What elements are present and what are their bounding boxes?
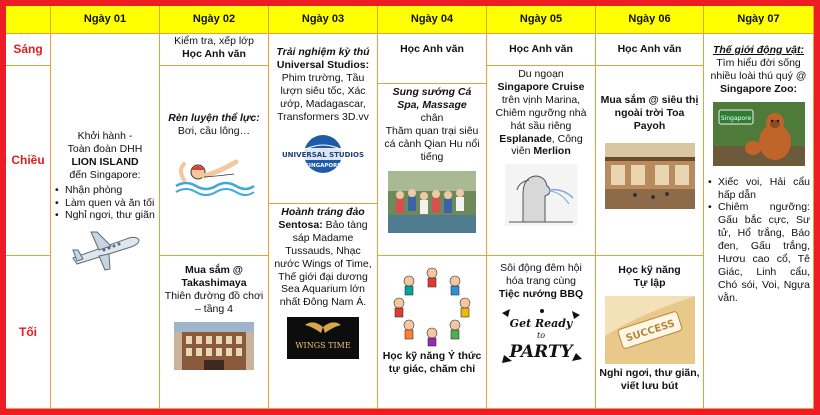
day2-evening xyxy=(160,256,269,409)
universal-logo-sub: SINGAPORE xyxy=(304,163,342,170)
day3-block2-text: Bảo tàng sáp Madame Tussauds, Nhạc nước Wings of Time, Thế giới đại dương Sea Aquarium lớn nhất Đông Nam Á. xyxy=(274,218,372,309)
day6-afternoon xyxy=(596,66,704,256)
day2-morning-line2: Học Anh văn xyxy=(182,47,246,60)
period-morning: Sáng xyxy=(6,34,51,66)
day1-item-dinner: • Làm quen và ăn tối xyxy=(65,197,156,210)
zoo-orangutan-photo-icon xyxy=(713,102,805,166)
day4-afternoon-text: Thăm quan trại siêu cá cảnh Qian Hu nổi tiếng xyxy=(384,124,480,163)
day2-evening-title1: Mua sắm @ xyxy=(184,264,244,276)
wings-of-time-logo xyxy=(287,317,359,359)
universal-logo-text: UNIVERSAL STUDIOS xyxy=(281,151,365,160)
universal-studios-logo xyxy=(281,133,365,175)
day6-evening-title1: Học kỹ năng xyxy=(618,264,681,276)
day1-cell xyxy=(51,34,160,409)
day7-item-animals: • Chiêm ngưỡng: Gấu bắc cực, Sư tử, Hổ trắng, Báo đen, Gấu trắng, Hươu cao cổ, Tê Giác, Linh cẩu, Chó sói, Voi, Ngựa vằn. xyxy=(718,201,810,304)
day1-item-rest: • Nghỉ ngơi, thư giãn xyxy=(65,209,156,222)
children-circle-icon xyxy=(389,263,475,347)
day1-list xyxy=(54,184,156,223)
day7-list xyxy=(707,176,810,305)
day5-evening-bbq: Tiệc nướng BBQ xyxy=(498,287,584,300)
day2-morning xyxy=(160,34,269,66)
header-corner xyxy=(6,6,51,34)
day5-afternoon-text: trên vịnh Marina, Chiêm ngưỡng nhà hát sầu riêng xyxy=(495,93,587,132)
day6-evening xyxy=(596,256,704,409)
day6-afternoon-text: Mua sắm @ siêu thị ngoài trời Toa Payoh xyxy=(600,94,699,132)
day1-intro-3: đến Singapore: xyxy=(69,168,141,181)
day1-company: LION ISLAND xyxy=(71,155,139,168)
period-afternoon: Chiều xyxy=(6,66,51,256)
mall-photo-icon xyxy=(605,143,695,209)
day3-block2-title: Hoành tráng đảo xyxy=(281,206,365,218)
day4-afternoon-line: chân xyxy=(420,111,444,124)
period-evening: Tối xyxy=(6,256,51,409)
day2-afternoon xyxy=(160,66,269,256)
day1-item-checkin: • Nhận phòng xyxy=(65,184,156,197)
airplane-icon xyxy=(69,228,141,272)
party-line1: Get Ready xyxy=(509,316,573,330)
day6-evening-title2: Tự lập xyxy=(633,276,666,289)
day2-evening-text: Thiên đường đồ chơi – tầng 4 xyxy=(164,289,264,315)
header-day-07: Ngày 07 xyxy=(704,6,814,34)
day5-afternoon xyxy=(487,66,596,256)
header-day-01: Ngày 01 xyxy=(51,6,160,34)
day2-evening-title2: Takashimaya xyxy=(181,276,247,289)
party-line2: to xyxy=(536,330,546,340)
header-day-04: Ngày 04 xyxy=(378,6,487,34)
day5-evening-line1: Sôi động đêm hội hóa trang cùng xyxy=(500,262,582,287)
day4-afternoon xyxy=(378,84,487,256)
day4-evening-text: Học kỹ năng Ý thức tự giác, chăm chỉ xyxy=(382,350,482,375)
day5-afternoon-mid: , Công viên xyxy=(511,132,583,158)
merlion-sketch-icon xyxy=(505,164,577,226)
day1-intro-1: Khởi hành - xyxy=(77,130,133,142)
day2-morning-line1: Kiểm tra, xếp lớp xyxy=(174,35,254,47)
day3-block1-place: Universal Studios: xyxy=(276,58,370,71)
header-day-05: Ngày 05 xyxy=(487,6,596,34)
day6-morning: Học Anh văn xyxy=(596,34,704,66)
day4-afternoon-title: Sung sướng Cá Spa, Massage xyxy=(392,86,472,111)
header-day-03: Ngày 03 xyxy=(269,6,378,34)
day3-block1-text: Phim trường, Tầu lượn siêu tốc, Xác ướp, Madagascar, Transformers 3D.vv xyxy=(277,71,369,123)
day5-morning: Học Anh văn xyxy=(487,34,596,66)
day7-item-circus: • Xiếc voi, Hải cẩu hấp dẫn xyxy=(718,176,810,202)
day7-place: Singapore Zoo: xyxy=(720,82,797,95)
day2-afternoon-text: Bơi, cầu lông… xyxy=(177,124,251,137)
party-graphic-icon xyxy=(498,307,584,365)
fish-spa-photo-icon xyxy=(388,171,476,233)
day7-title: Thế giới động vật: xyxy=(712,44,805,56)
day5-evening xyxy=(487,256,596,409)
day1-intro-2: Toàn đoàn DHH xyxy=(67,142,143,155)
building-photo-icon xyxy=(174,322,254,370)
swimmer-icon xyxy=(174,150,254,198)
header-day-02: Ngày 02 xyxy=(160,6,269,34)
success-text: SUCCESS xyxy=(624,318,676,345)
day3-block2 xyxy=(269,204,378,409)
party-line3: PARTY xyxy=(509,341,573,362)
day3-block1-title: Trải nghiệm kỳ thú xyxy=(276,46,370,58)
day7-text: Tìm hiểu đời sống nhiều loài thú quý @ xyxy=(710,56,807,82)
zoo-sign-text: Singapore xyxy=(720,114,751,122)
success-graphic-icon xyxy=(605,296,695,364)
day5-afternoon-cruise: Singapore Cruise xyxy=(497,80,585,93)
day4-morning: Học Anh văn xyxy=(378,34,487,84)
day3-block2-place: Sentosa: xyxy=(278,218,323,231)
day6-evening-bottom: Nghỉ ngơi, thư giãn, viết lưu bút xyxy=(599,366,700,392)
wings-logo-text: WINGS TIME xyxy=(295,341,351,351)
day7-cell xyxy=(704,34,814,409)
day4-evening xyxy=(378,256,487,409)
day5-afternoon-line1: Du ngoạn xyxy=(518,68,564,80)
day5-afternoon-esplanade: Esplanade xyxy=(499,132,552,145)
day5-afternoon-merlion: Merlion xyxy=(533,145,571,158)
day3-block1 xyxy=(269,34,378,204)
header-day-06: Ngày 06 xyxy=(596,6,704,34)
day2-afternoon-title: Rèn luyện thể lực: xyxy=(168,112,260,124)
